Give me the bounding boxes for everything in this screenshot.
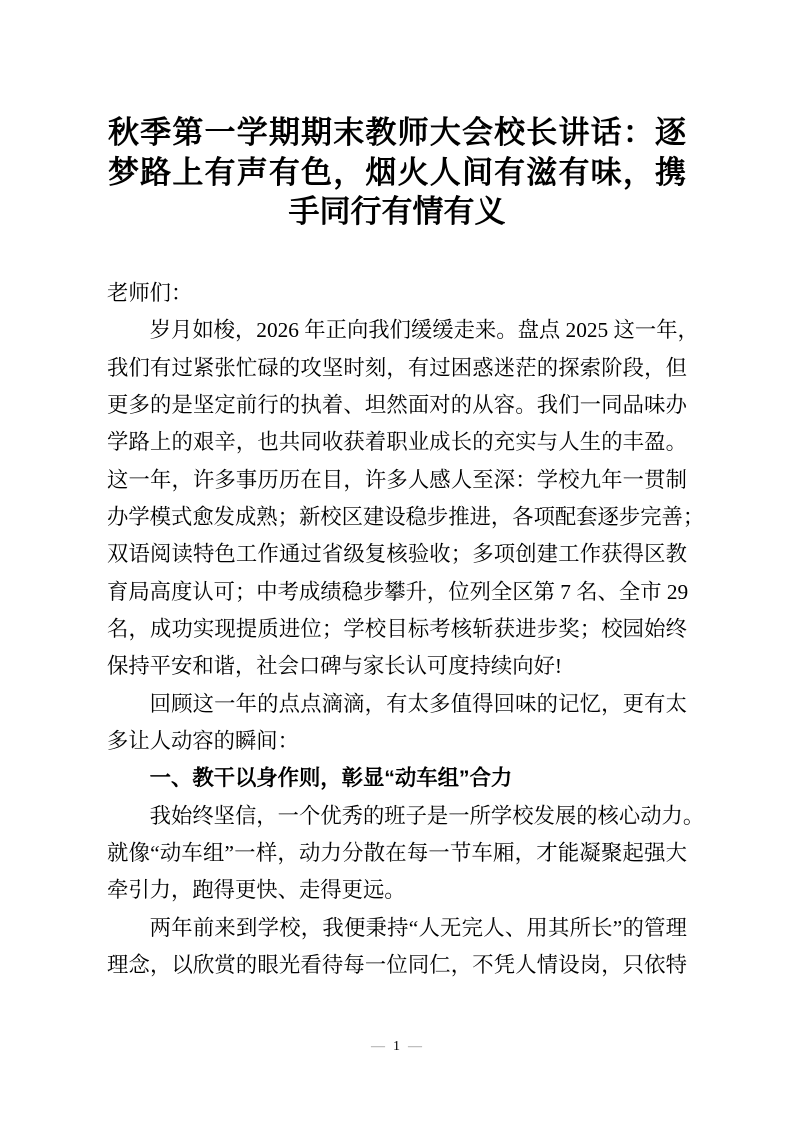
salutation: 老师们： [107,281,193,305]
paragraph-line: 双语阅读特色工作通过省级复核验收；多项创建工作获得区教 [107,542,687,567]
paragraph-line: 就像“动车组”一样，动力分散在每一节车厢，才能凝聚起强大 [107,840,687,865]
paragraph-line: 育局高度认可；中考成绩稳步攀升，位列全区第 7 名、全市 29 [107,579,689,604]
page-number-dash: — [371,1039,385,1054]
paragraph-line: 回顾这一年的点点滴滴，有太多值得回味的记忆，更有太 [149,691,687,716]
paragraph-line: 名，成功实现提质进位；学校目标考核斩获进步奖；校园始终 [107,616,687,641]
paragraph-line: 我始终坚信，一个优秀的班子是一所学校发展的核心动力。 [149,803,705,828]
document-body [107,275,705,984]
paragraph [107,798,705,910]
paragraph-line: 牵引力，跑得更快、走得更远。 [107,878,406,903]
paragraph-line: 两年前来到学校，我便秉持“人无完人、用其所长”的管理 [149,915,687,940]
page-number: 1 [393,1039,400,1054]
paragraph-line: 这一年，许多事历历在目，许多人感人至深：学校九年一贯制 [107,467,687,492]
paragraph-line: 多让人动容的瞬间： [107,728,299,753]
page-footer [0,1038,793,1056]
title-line: 手同行有情有义 [288,194,506,229]
paragraph-line: 学路上的艰辛，也共同收获着职业成长的充实与人生的丰盈。 [107,430,687,455]
document-title [108,113,686,232]
paragraph [107,910,687,985]
page-number-dash: — [408,1039,422,1054]
paragraph-line: 我们有过紧张忙碌的攻坚时刻，有过困惑迷茫的探索阶段，但 [107,355,687,380]
paragraph [107,312,705,685]
paragraph-line: 保持平安和谐，社会口碑与家长认可度持续向好! [107,654,562,679]
paragraph [107,686,687,761]
paragraph-line: 更多的是坚定前行的执着、坦然面对的从容。我们一同品味办 [107,392,687,417]
paragraph-line: 岁月如梭，2026 年正向我们缓缓走来。盘点 2025 这一年， [149,318,699,343]
paragraph-line: 理念，以欣赏的眼光看待每一位同仁，不凭人情设岗，只依特 [107,952,687,977]
paragraph-line: 办学模式愈发成熟；新校区建设稳步推进，各项配套逐步完善； [107,504,705,529]
title-line: 秋季第一学期期末教师大会校长讲话：逐 [108,115,686,150]
title-line: 梦路上有声有色，烟火人间有滋有味，携 [108,154,686,190]
section-heading: 一、教干以身作则，彰显“动车组”合力 [149,766,513,791]
